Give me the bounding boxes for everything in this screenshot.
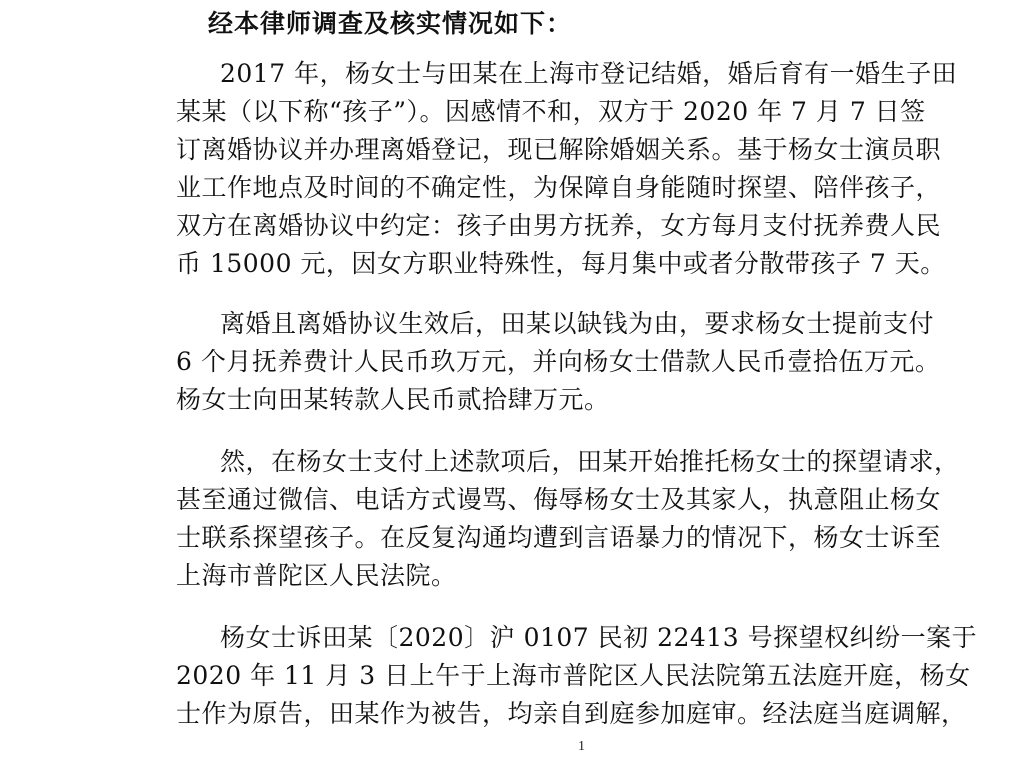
paragraph-3-line-2: 甚至通过微信、电话方式谩骂、侮辱杨女士及其家人，执意阻止杨女 [176, 485, 942, 514]
paragraph-3-line-3: 士联系探望孩子。在反复沟通均遭到言语暴力的情况下，杨女士诉至 [176, 523, 942, 552]
paragraph-1-line-1: 2017 年，杨女士与田某在上海市登记结婚，婚后育有一婚生子田 [220, 59, 958, 88]
paragraph-2-line-2: 6 个月抚养费计人民币玖万元，并向杨女士借款人民币壹拾伍万元。 [176, 347, 941, 376]
paragraph-4-line-2: 2020 年 11 月 3 日上午于上海市普陀区人民法院第五法庭开庭，杨女 [176, 661, 971, 690]
paragraph-2-line-3: 杨女士向田某转款人民币贰拾肆万元。 [176, 385, 610, 414]
paragraph-3-line-1: 然，在杨女士支付上述款项后，田某开始推托杨女士的探望请求， [220, 447, 960, 476]
paragraph-1-line-5: 双方在离婚协议中约定：孩子由男方抚养，女方每月支付抚养费人民 [176, 211, 942, 240]
section-heading: 经本律师调查及核实情况如下： [208, 9, 573, 38]
paragraph-4-line-3: 士作为原告，田某作为被告，均亲自到庭参加庭审。经法庭当庭调解， [176, 699, 967, 728]
paragraph-2-line-1: 离婚且离婚协议生效后，田某以缺钱为由，要求杨女士提前支付 [220, 309, 935, 338]
paragraph-1-line-6: 币 15000 元，因女方职业特殊性，每月集中或者分散带孩子 7 天。 [176, 249, 946, 278]
paragraph-3-line-4: 上海市普陀区人民法院。 [176, 561, 457, 590]
page-number: 1 [578, 739, 585, 754]
paragraph-1-line-3: 订离婚协议并办理离婚登记，现已解除婚姻关系。基于杨女士演员职 [176, 135, 942, 164]
paragraph-4-line-1: 杨女士诉田某〔2020〕沪 0107 民初 22413 号探望权纠纷一案于 [220, 623, 978, 652]
paragraph-1-line-4: 业工作地点及时间的不确定性，为保障自身能随时探望、陪伴孩子， [176, 173, 942, 202]
paragraph-1-line-2: 某某（以下称“孩子”）。因感情不和，双方于 2020 年 7 月 7 日签 [176, 97, 926, 126]
